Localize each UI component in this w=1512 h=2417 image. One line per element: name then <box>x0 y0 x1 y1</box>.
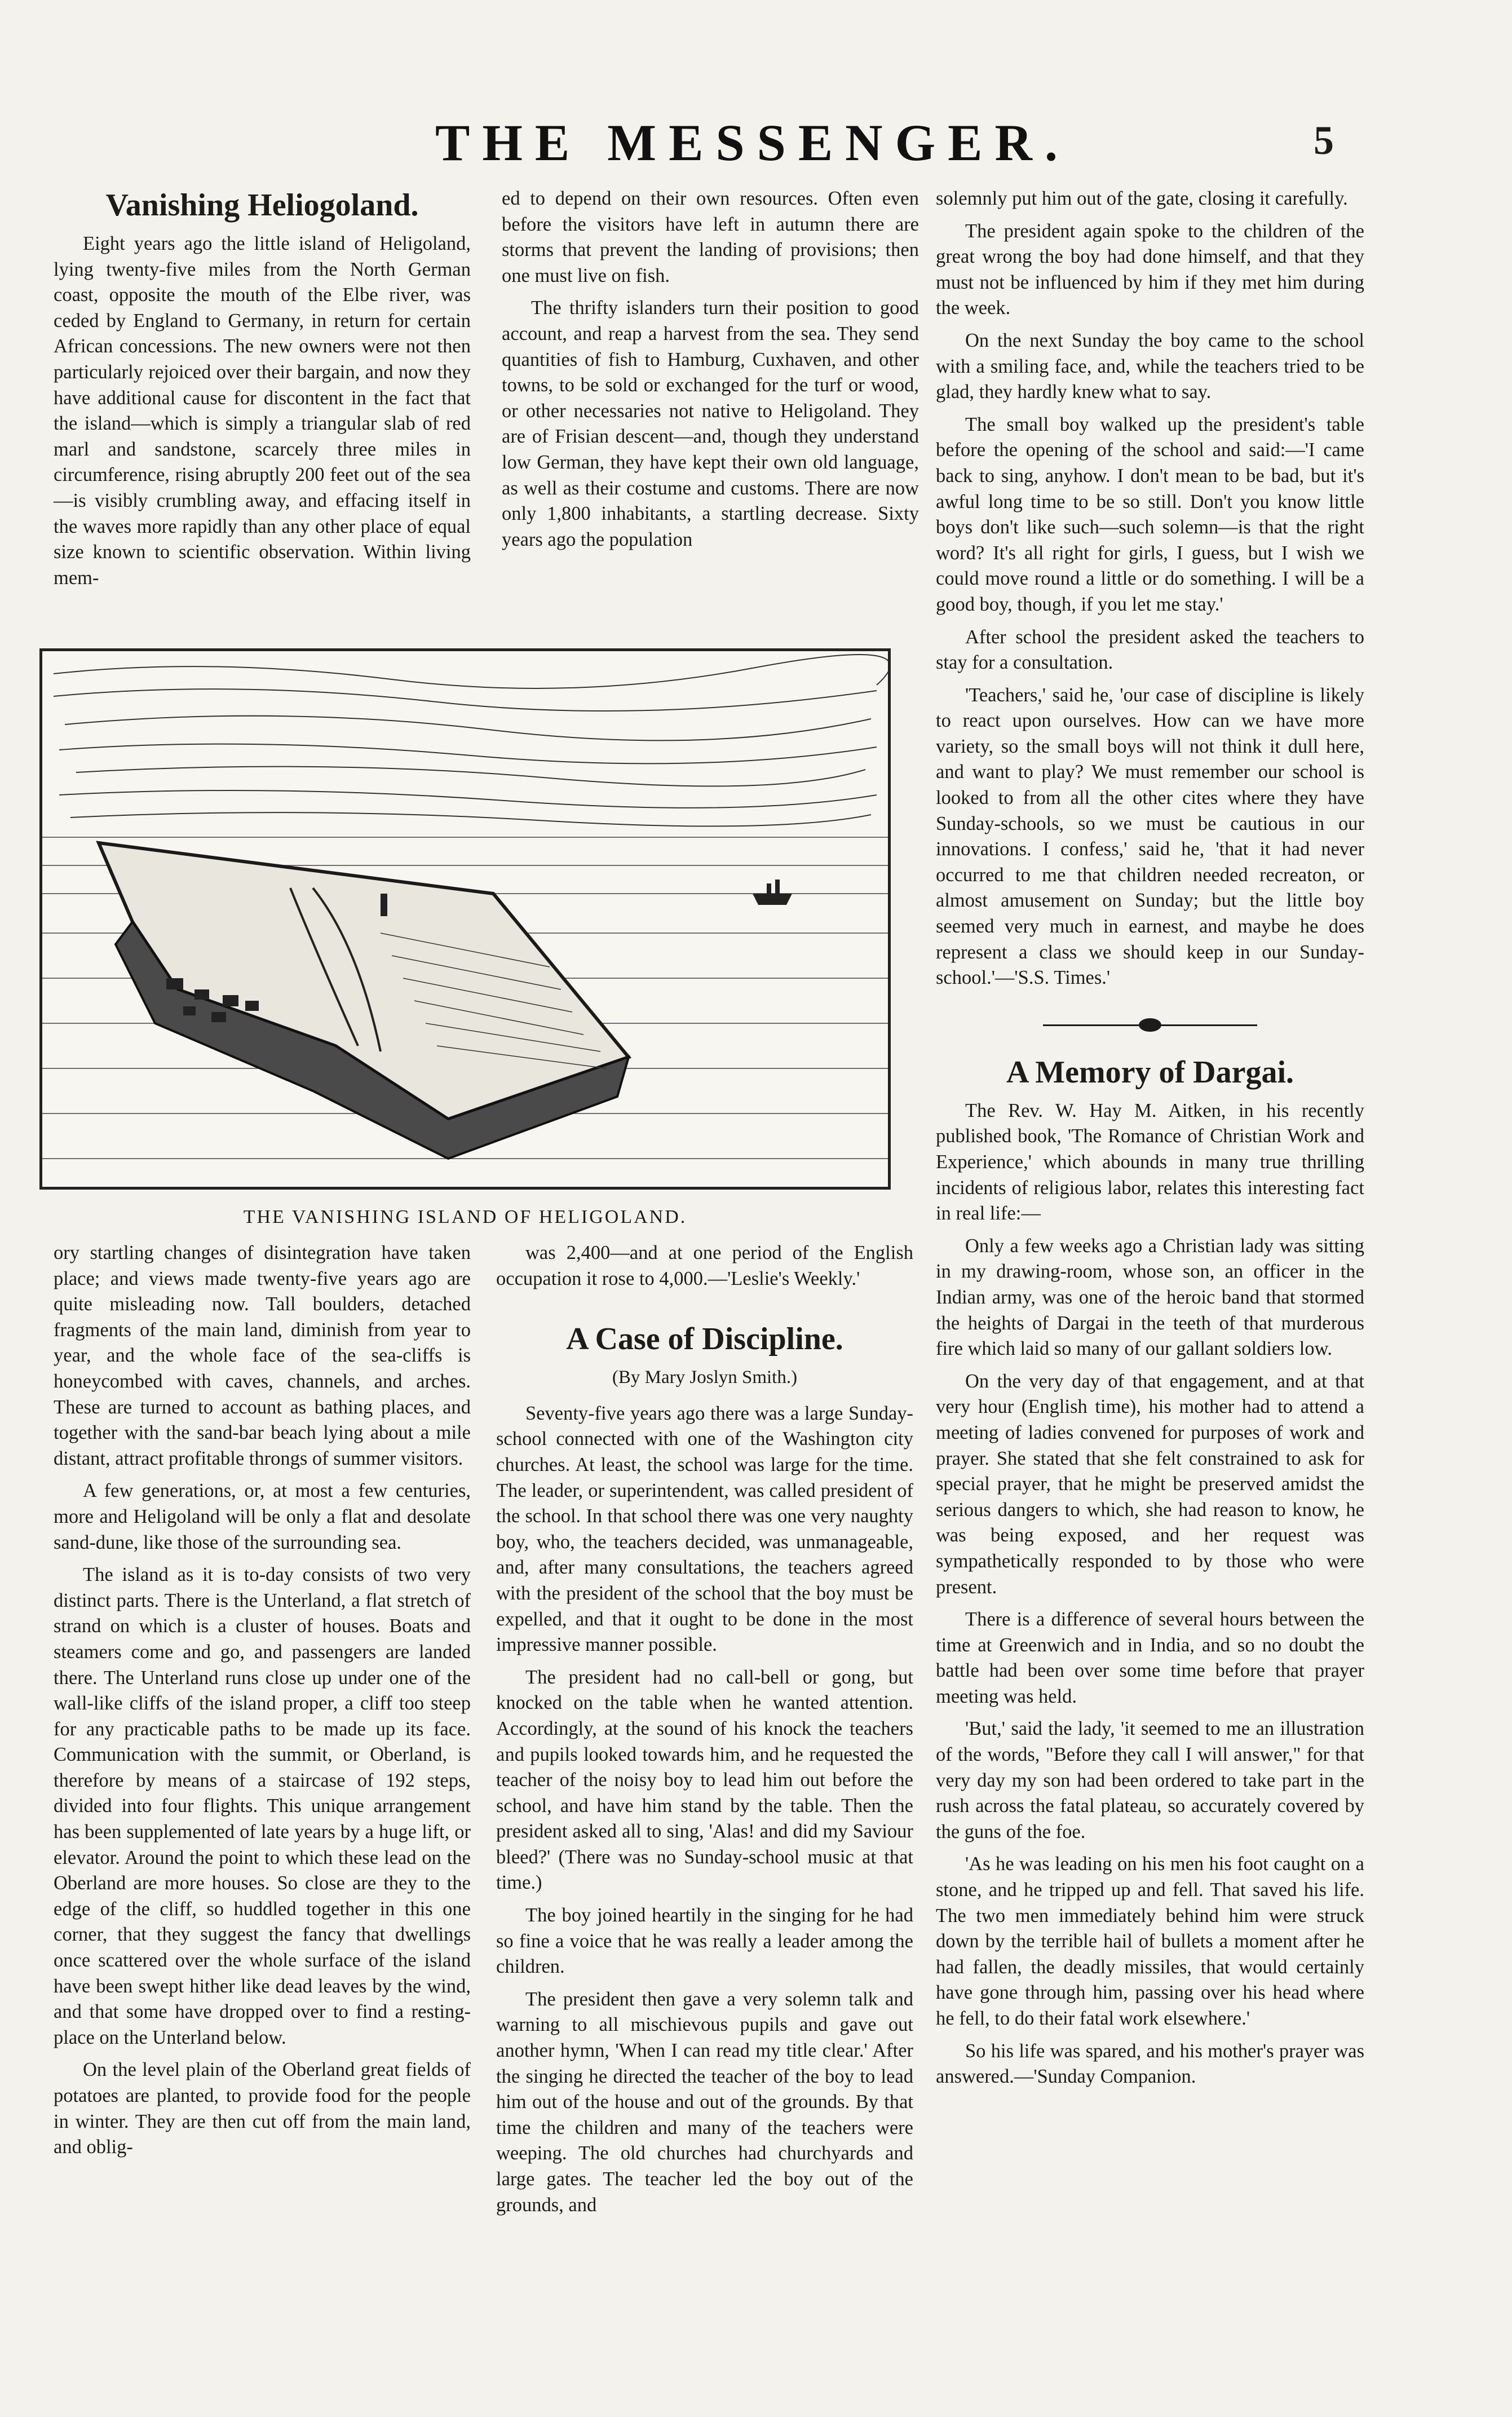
column-3 <box>936 186 1364 2097</box>
heligoland-engraving <box>39 648 891 1190</box>
engraving-caption: THE VANISHING ISLAND OF HELIGOLAND. <box>243 1207 687 1227</box>
heligoland-column-1-bottom <box>54 1240 471 2167</box>
discipline-byline: (By Mary Joslyn Smith.) <box>612 1367 798 1388</box>
article-paragraph: After school the president asked the teachers to stay for a consultation. <box>936 626 1364 674</box>
steamer-ship <box>753 880 792 905</box>
discipline-headline: A Case of Discipline. <box>566 1322 843 1357</box>
article-paragraph: A few generations, or, at most a few centuries, more and Heligoland will be only a flat and desolate sand-dune, like those of the surrounding sea. <box>54 1480 471 1553</box>
article-paragraph: The president then gave a very solemn talk and warning to all mischievous pupils and gave out another hymn, 'When I can read my title clear.' After the singing he directed the teacher of the boy to lead him out of the house and out of the grounds. By that time the children and many of the teachers were weeping. The old churches had churchyards and large gates. The teacher led the boy out of the grounds, and <box>496 1988 913 2216</box>
heligoland-column-1-top <box>54 186 471 598</box>
article-paragraph: The president had no call-bell or gong, but knocked on the table when he wanted attention. Accordingly, at the sound of his knock the teachers and pupils looked towards him, and he requested the teacher of the noisy boy to lead him out before the school, and have him stand by the table. Then the president asked all to sing, 'Alas! and did my Saviour bleed?' (There was no Sunday-school music at that time.) <box>496 1666 913 1894</box>
sky-hatching <box>54 655 888 826</box>
article-paragraph: The president again spoke to the children of the great wrong the boy had done himself, and that they must not be influenced by him if they met him during the week. <box>936 220 1364 319</box>
article-paragraph: The small boy walked up the president's table before the opening of the school and said:—'I came back to sing, anyhow. I don't mean to be bad, but it's awful long time to be so still. Don't you know little boys don't like such—such solemn—is that the right word? It's all right for girls, I guess, but I wish we could move round a little or do something. I will be a good boy, though, if you let me stay.' <box>936 413 1364 615</box>
heligoland-column-2-top <box>502 186 919 559</box>
article-paragraph: So his life was spared, and his mother's prayer was answered.—'Sunday Companion. <box>936 2040 1364 2088</box>
section-divider <box>1043 1014 1257 1036</box>
article-paragraph: was 2,400—and at one period of the English occupation it rose to 4,000.—'Leslie's Weekly.' <box>496 1242 913 1289</box>
article-paragraph: Seventy-five years ago there was a large Sunday-school connected with one of the Washington city churches. At least, the school was large for the time. The leader, or superintendent, was called president of the school. In that school there was one very naughty boy, who, the teachers decided, was unmanageable, and, after many consultations, the teachers agreed with the president of the school that the boy must be expelled, and that it ought to be done in the most impressive manner possible. <box>496 1402 913 1656</box>
article-paragraph: The Rev. W. Hay M. Aitken, in his recently published book, 'The Romance of Christian Work and Experience,' which abounds in many true thrilling incidents of religious labor, relates this interesting fact in real life:— <box>936 1099 1364 1225</box>
article-paragraph: The thrifty islanders turn their position to good account, and reap a harvest from the sea. They send quantities of fish to Hamburg, Cuxhaven, and other towns, to be sold or exchanged for the turf or wood, or other necessaries not native to Heligoland. They are of Frisian descent—and, though they understand low German, they have kept their own old language, as well as their costume and customs. There are now only 1,800 inhabitants, a startling decrease. Sixty years ago the population <box>502 297 919 550</box>
article-paragraph: On the very day of that engagement, and at that very hour (English time), his mother had to attend a meeting of ladies convened for purposes of work and prayer. She stated that she felt constrained to ask for special prayer, that he might be preserved amidst the serious dangers to which, she had reason to know, he was being exposed, and her request was sympathetically responded to by those who were present. <box>936 1370 1364 1598</box>
publication-title: THE MESSENGER. <box>435 114 1070 171</box>
article-paragraph: On the level plain of the Oberland great fields of potatoes are planted, to provide food for the people in winter. They are then cut off from the main land, and oblig- <box>54 2059 471 2158</box>
article-paragraph: Eight years ago the little island of Heligoland, lying twenty-five miles from the North German coast, opposite the mouth of the Elbe river, was ceded by England to Germany, in return for certain African concessions. The new owners were not then particularly rejoiced over their bargain, and now they have additional cause for discontent in the fact that the island—which is simply a triangular slab of red marl and sandstone, scarcely three miles in circumference, rising abruptly 200 feet out of the sea—is visibly crumbling away, and effacing itself in the waves more rapidly than any other place of equal size known to scientific observation. Within living mem- <box>54 233 471 589</box>
divider-ornament-icon <box>1139 1018 1161 1032</box>
masthead <box>0 113 1512 180</box>
article-paragraph: 'As he was leading on his men his foot caught on a stone, and he tripped up and fell. That saved his life. The two men immediately behind him were struck down by the terrible hail of bullets a moment after he had fallen, the deadly missiles, that would certainly have gone through him, passing over his head where he fell, to do their fatal work elsewhere.' <box>936 1853 1364 2029</box>
article-paragraph: On the next Sunday the boy came to the school with a smiling face, and, while the teachers tried to be glad, they hardly knew what to say. <box>936 329 1364 403</box>
article-paragraph: 'Teachers,' said he, 'our case of discipline is likely to react upon ourselves. How can we have more variety, so the small boys will not think it dull here, and want to play? We must remember our school is looked to from all the other cites where they have Sunday-schools, so we must be cautious in our innovations. I confess,' said he, 'that it had never occurred to me that children needed recreaton, or almost amusement on Sunday; but the little boy seemed very much in earnest, and maybe he does represent a class we should keep in our Sunday-school.'—'S.S. Times.' <box>936 684 1364 989</box>
island-illustration <box>42 651 888 1187</box>
article-paragraph: The boy joined heartily in the singing for he had so fine a voice that he was really a leader among the children. <box>496 1905 913 1978</box>
article-paragraph: There is a difference of several hours between the time at Greenwich and in India, and so no doubt the battle had been over some time before that prayer meeting was held. <box>936 1609 1364 1707</box>
page-number: 5 <box>1314 118 1334 163</box>
article-paragraph: 'But,' said the lady, 'it seemed to me an illustration of the words, "Before they call I will answer," for that very day my son had been ordered to take part in the rush across the fatal plateau, so accurately covered by the guns of the foe. <box>936 1718 1364 1842</box>
article-paragraph: The island as it is to-day consists of two very distinct parts. There is the Unterland, a flat stretch of strand on which is a cluster of houses. Boats and steamers come and go, and passengers are landed there. The Unterland runs close up under one of the wall-like cliffs of the island proper, a cliff too steep for any practicable paths to be made up its face. Communication with the summit, or Oberland, is therefore by means of a staircase of 192 steps, divided into four flights. This unique arrangement has been supplemented of late years by a huge lift, or elevator. Around the point to which these lead on the Oberland are more houses. So close are they to the edge of the cliff, so huddled together in this one corner, that they suggest the fancy that dwellings once scattered over the whole surface of the island have been swept hither like dead leaves by the wind, and that some have dropped over to find a resting-place on the Unterland below. <box>54 1564 471 2048</box>
column-2-bottom <box>496 1240 913 2225</box>
article-paragraph: Only a few weeks ago a Christian lady was sitting in my drawing-room, whose son, an officer in the Indian army, was one of the heroic band that stormed the heights of Dargai in the teeth of that murderous fire which laid so many of our gallant soldiers low. <box>936 1235 1364 1360</box>
article-paragraph: solemnly put him out of the gate, closing it carefully. <box>936 188 1348 209</box>
heligoland-headline: Vanishing Heliogoland. <box>105 188 419 223</box>
article-paragraph: ed to depend on their own resources. Often even before the visitors have left in autumn there are storms that prevent the landing of provisions; then one must live on fish. <box>502 188 919 286</box>
article-paragraph: ory startling changes of disintegration have taken place; and views made twenty-five years ago are quite misleading now. Tall boulders, detached fragments of the main land, diminish from year to year, and the whole face of the sea-cliffs is honeycombed with caves, channels, and arches. These are turned to account as bathing places, and together with the sand-bar beach lying about a mile distant, attract profitable throngs of summer visitors. <box>54 1242 471 1469</box>
dargai-headline: A Memory of Dargai. <box>1006 1054 1294 1090</box>
